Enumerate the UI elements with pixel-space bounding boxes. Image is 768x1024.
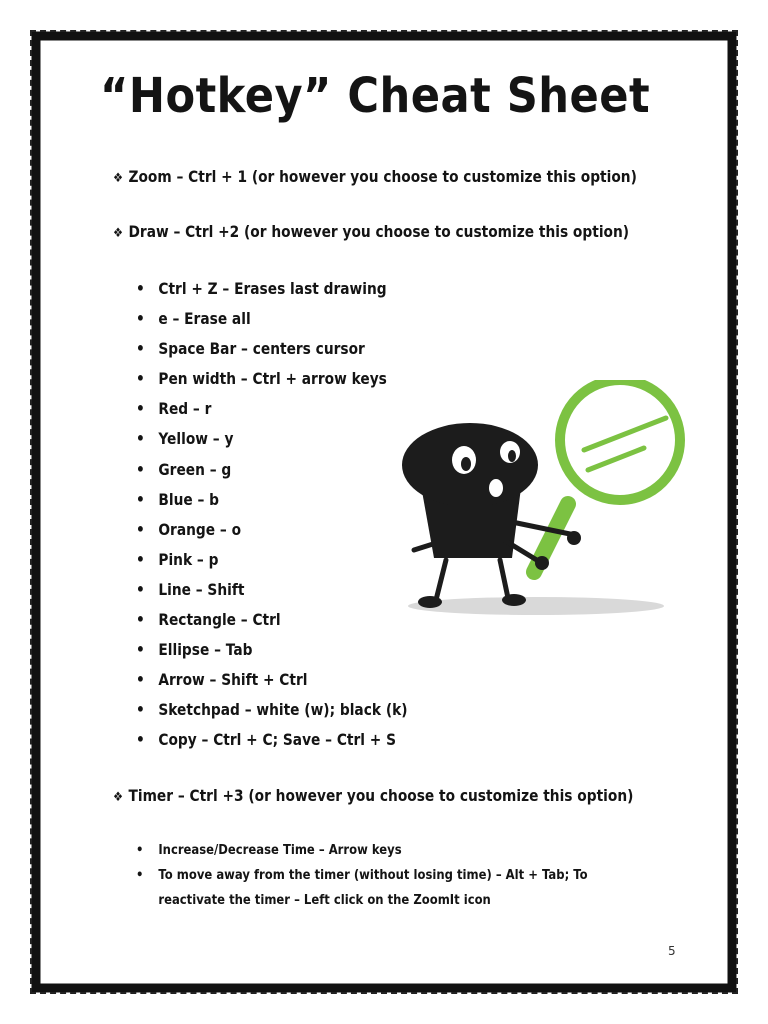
list-item: • Copy – Ctrl + C; Save – Ctrl + S [136, 729, 408, 759]
list-item: • Pen width – Ctrl + arrow keys [136, 368, 408, 398]
draw-section-heading [113, 222, 629, 241]
timer-heading-text: Timer – Ctrl +3 (or however you choose to customize this option) [128, 786, 634, 805]
diamond-bullet-icon: ❖ [113, 226, 124, 241]
list-item: • Blue – b [136, 489, 408, 519]
list-item: • Arrow – Shift + Ctrl [136, 669, 408, 699]
timer-shortcut-list [136, 838, 588, 913]
list-item [136, 863, 588, 913]
list-item: • Sketchpad – white (w); black (k) [136, 699, 408, 729]
zoom-section-heading [113, 167, 637, 186]
list-item-line: To move away from the timer (without losing time) – Alt + Tab; To [158, 867, 588, 883]
page-title: “Hotkey” Cheat Sheet [100, 68, 651, 124]
draw-heading-text: Draw – Ctrl +2 (or however you choose to customize this option) [128, 222, 630, 241]
mascot-with-magnifying-glass-icon [400, 380, 690, 620]
page-number: 5 [668, 944, 676, 958]
list-item: • Line – Shift [136, 579, 408, 609]
list-item: • Orange – o [136, 519, 408, 549]
list-item-line: reactivate the timer – Left click on the ZoomIt icon [158, 892, 491, 908]
list-item: • Space Bar – centers cursor [136, 338, 408, 368]
list-item: • Red – r [136, 398, 408, 428]
list-item: • Green – g [136, 459, 408, 489]
list-item: • Ctrl + Z – Erases last drawing [136, 278, 408, 308]
list-item: • Pink – p [136, 549, 408, 579]
list-item: • Increase/Decrease Time – Arrow keys [136, 838, 588, 863]
diamond-bullet-icon: ❖ [113, 790, 124, 805]
list-item: • e – Erase all [136, 308, 408, 338]
list-item: • Ellipse – Tab [136, 639, 408, 669]
zoom-heading-text: Zoom – Ctrl + 1 (or however you choose to customize this option) [128, 167, 637, 186]
draw-shortcut-list [136, 278, 408, 760]
list-item: • Rectangle – Ctrl [136, 609, 408, 639]
list-item: • Yellow – y [136, 428, 408, 458]
diamond-bullet-icon: ❖ [113, 171, 124, 186]
timer-section-heading [113, 786, 633, 805]
